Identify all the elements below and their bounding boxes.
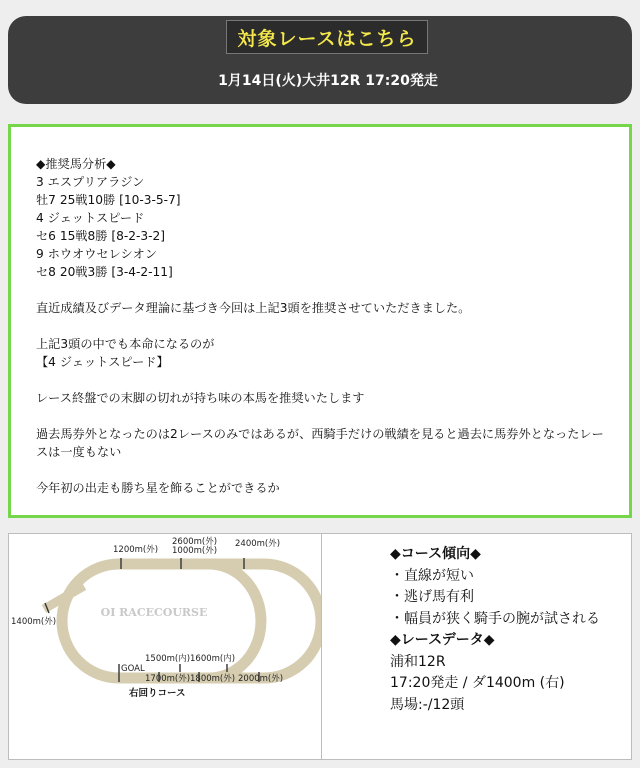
paragraph-gap <box>36 317 609 335</box>
course-map <box>9 534 321 759</box>
race-header <box>8 16 632 104</box>
course-info <box>390 544 630 716</box>
analysis-line: ◆推奨馬分析◆ <box>36 157 116 171</box>
analysis-line: 直近成績及びデータ理論に基づき今回は上記3頭を推奨させていただきました。 <box>36 301 471 315</box>
label-1000: 1000m(外) <box>172 546 218 556</box>
analysis-line: セ8 20戦3勝 [3-4-2-11] <box>36 265 173 279</box>
tendency-title: ◆コース傾向◆ <box>390 546 481 562</box>
analysis-line: 過去馬券外となったのは2レースのみではあるが、西騎手だけの戦績を見ると過去に馬券外となったレースは一度もない <box>36 427 604 459</box>
label-2400: 2400m(外) <box>235 539 281 549</box>
label-goal: GOAL <box>121 664 145 674</box>
panel-divider <box>321 534 322 759</box>
analysis-line: 牡7 25戦10勝 [10-3-5-7] <box>36 193 181 207</box>
recommendation-text <box>36 155 609 497</box>
tendency-item: ・直線が短い <box>390 567 474 584</box>
analysis-line: 9 ホウオウセレシオン <box>36 247 158 261</box>
analysis-line: レース終盤での末脚の切れが持ち味の本馬を推奨いたします <box>36 391 365 405</box>
start-and-distance: 17:20発走 / ダ1400m (右) <box>390 675 565 691</box>
paragraph-gap <box>36 461 609 479</box>
label-2600: 2600m(外) <box>172 537 218 547</box>
label-1800: 1800m(外) <box>190 674 236 684</box>
label-1600: 1600m(内) <box>190 654 236 664</box>
race-data-title: ◆レースデータ◆ <box>390 632 495 648</box>
paragraph-gap <box>36 371 609 389</box>
target-race-label: 対象レースはこちら <box>237 27 417 50</box>
analysis-line: 上記3頭の中でも本命になるのが <box>36 337 215 351</box>
track-name-label: OI RACECOURSE <box>100 606 208 619</box>
label-1200: 1200m(外) <box>113 545 159 555</box>
label-1700: 1700m(外) <box>145 674 191 684</box>
venue: 浦和12R <box>390 653 446 670</box>
tendency-item: ・幅員が狭く騎手の腕が試される <box>390 610 600 627</box>
analysis-line: セ6 15戦8勝 [8-2-3-2] <box>36 229 166 243</box>
recommendation-panel <box>8 124 632 518</box>
paragraph-gap <box>36 407 609 425</box>
paragraph-gap <box>36 281 609 299</box>
track-condition: 馬場:-/12頭 <box>390 696 465 713</box>
target-race-tab <box>226 20 428 54</box>
analysis-line: 今年初の出走も勝ち星を飾ることができるか <box>36 481 280 495</box>
race-date-time: 1月14日(火)大井12R 17:20発走 <box>218 73 438 89</box>
label-1500: 1500m(内) <box>145 654 191 664</box>
analysis-line: 【4 ジェットスピード】 <box>36 355 169 369</box>
label-2000: 2000m(外) <box>238 674 284 684</box>
direction-label: 右回りコース <box>129 688 186 699</box>
course-panel <box>8 533 632 760</box>
analysis-line: 3 エスプリアラジン <box>36 175 145 189</box>
tendency-item: ・逃げ馬有利 <box>390 589 474 605</box>
analysis-line: 4 ジェットスピード <box>36 211 145 225</box>
label-1400: 1400m(外) <box>11 617 57 627</box>
